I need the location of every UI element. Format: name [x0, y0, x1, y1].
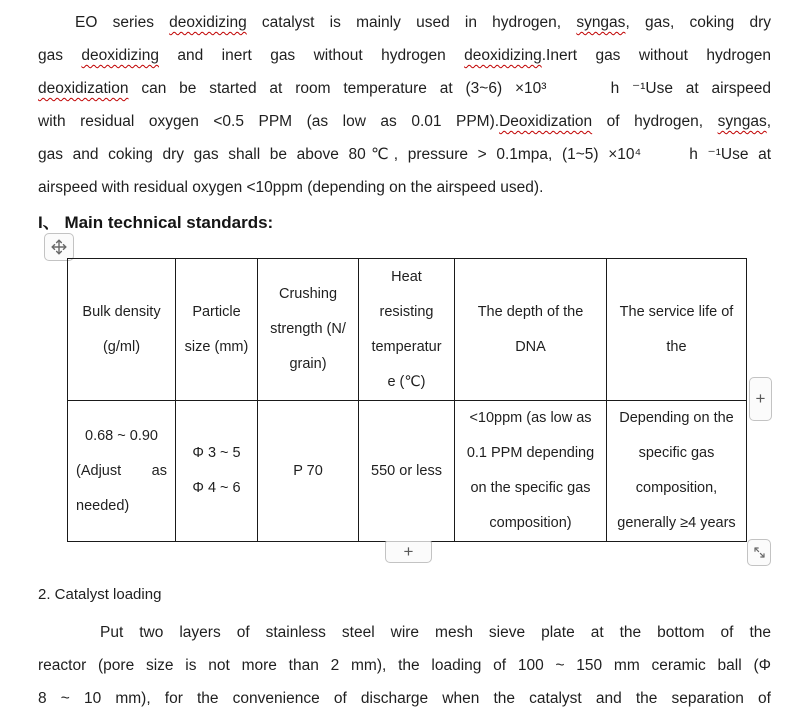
cell-line: (g/ml)	[102, 338, 141, 355]
catalyst-loading-title: 2. Catalyst loading	[38, 586, 162, 603]
cell-line: Particle	[192, 303, 241, 320]
cell-line: The depth of the	[477, 303, 584, 320]
cell-line: The service life of	[619, 303, 734, 320]
loading-paragraph	[38, 616, 771, 710]
cell-line: P 70	[293, 462, 323, 479]
cell-line: the	[666, 338, 687, 355]
cell-line: <10ppm (as low as	[469, 410, 592, 426]
table-data-cell	[455, 401, 607, 542]
plus-icon: +	[755, 389, 766, 408]
paragraph-line: Put two layers of stainless steel wire mesh sieve plate at the bottom of the	[100, 624, 771, 641]
table-data-cell	[607, 401, 747, 542]
table-header-cell	[607, 259, 747, 401]
paragraph-line: EO series deoxidizing catalyst is mainly used in hydrogen, syngas, gas, coking dry	[75, 14, 771, 31]
plus-icon: +	[403, 542, 414, 561]
cell-line: needed)	[76, 497, 130, 514]
table-header-cell	[359, 259, 455, 401]
cell-line: Bulk density	[82, 303, 161, 320]
paragraph-line: reactor (pore size is not more than 2 mm), the loading of 100 ~ 150 mm ceramic ball (Φ	[38, 657, 771, 674]
cell-line: resisting	[379, 303, 434, 320]
cell-line: composition)	[489, 515, 572, 531]
cell-line: size (mm)	[184, 338, 249, 355]
standards-table	[67, 258, 747, 542]
cell-line: Crushing	[278, 286, 338, 302]
table-resize-handle[interactable]	[747, 539, 771, 566]
cell-line: 550 or less	[371, 462, 442, 479]
cell-line: strength (N/	[270, 321, 346, 337]
cell-line: specific gas	[638, 445, 715, 461]
section-heading: I、 Main technical standards:	[38, 213, 274, 232]
cell-line: composition,	[635, 480, 718, 496]
cell-line: e (℃)	[387, 373, 426, 390]
cell-line: (Adjust as	[76, 462, 167, 479]
cell-line: Φ 4 ~ 6	[192, 480, 241, 496]
cell-line: grain)	[289, 356, 327, 372]
cell-line: Heat	[391, 268, 422, 285]
table-header-cell	[455, 259, 607, 401]
table-data-cell	[176, 401, 258, 542]
cell-line: DNA	[515, 338, 546, 355]
cell-line: 0.68 ~ 0.90	[85, 427, 158, 444]
cell-line: on the specific gas	[470, 480, 591, 496]
cell-line: 0.1 PPM depending	[466, 445, 595, 461]
paragraph-line: with residual oxygen <0.5 PPM (as low as 0.01 PPM).Deoxidization of hydrogen, syngas,	[38, 113, 772, 130]
add-row-button[interactable]	[385, 541, 432, 563]
move-icon	[49, 237, 69, 257]
table-data-cell	[359, 401, 455, 542]
add-column-button[interactable]	[749, 377, 772, 421]
paragraph-line: 8 ~ 10 mm), for the convenience of discharge when the catalyst and the separation of	[38, 690, 771, 707]
table-header-cell	[258, 259, 359, 401]
cell-line: Φ 3 ~ 5	[192, 445, 241, 461]
cell-line: generally ≥4 years	[617, 515, 736, 531]
table-data-cell	[68, 401, 176, 542]
table-move-handle[interactable]	[44, 233, 74, 261]
paragraph-line: deoxidization can be started at room temperature at (3~6) ×10³ h ⁻¹Use at airspeed	[38, 80, 771, 97]
cell-line: temperatur	[371, 338, 442, 355]
resize-diagonal-icon	[752, 545, 767, 560]
paragraph-line: gas and coking dry gas shall be above 80℃, pressure > 0.1mpa, (1~5) ×10⁴ h ⁻¹Use at	[38, 146, 771, 163]
table-data-cell	[258, 401, 359, 542]
cell-line: Depending on the	[619, 410, 734, 426]
paragraph-line: airspeed with residual oxygen <10ppm (depending on the airspeed used).	[38, 179, 544, 196]
intro-paragraph	[38, 6, 771, 204]
paragraph-line: gas deoxidizing and inert gas without hydrogen deoxidizing.Inert gas without hydrogen	[38, 47, 771, 64]
table-header-cell	[176, 259, 258, 401]
table-header-cell	[68, 259, 176, 401]
